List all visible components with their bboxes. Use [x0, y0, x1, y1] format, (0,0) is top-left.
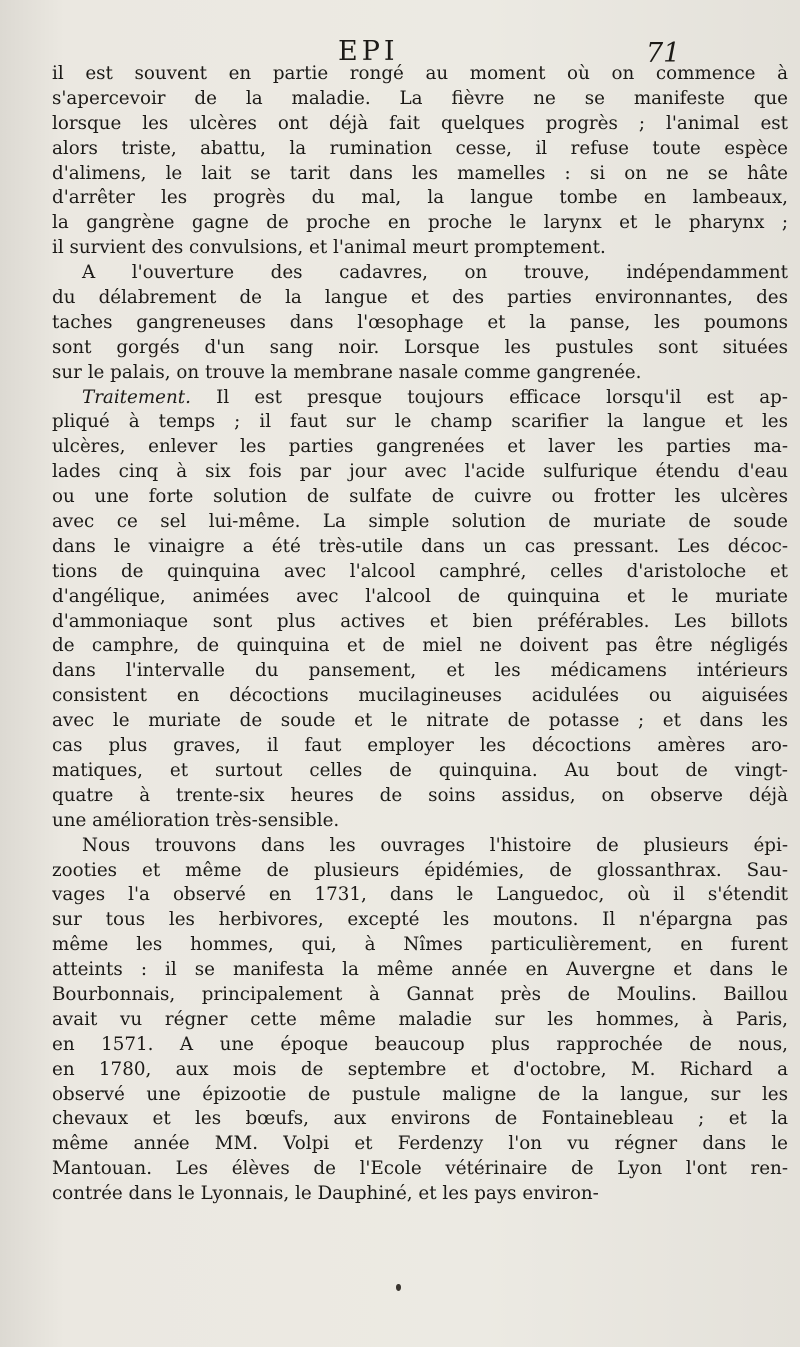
line-text: sur tous les herbivores, excepté les moutons. Il n'épargna pas: [52, 909, 788, 931]
line-text: avec le muriate de soude et le nitrate de potasse ; et dans les: [52, 710, 788, 732]
line-text: il survient des convulsions, et l'animal meurt promptement.: [52, 237, 606, 259]
text-line: [52, 759, 788, 784]
text-line: [52, 1008, 788, 1033]
line-text: zooties et même de plusieurs épidémies, de glossanthrax. Sau-: [52, 859, 788, 881]
text-line: [52, 1132, 788, 1157]
line-text: quatre à trente-six heures de soins assidus, on observe déjà: [52, 784, 788, 806]
text-line: [52, 162, 788, 187]
line-text: consistent en décoctions mucilagineuses acidulées ou aiguisées: [52, 685, 788, 707]
text-line: [52, 336, 788, 361]
line-text: de camphre, de quinquina et de miel ne doivent pas être négligés: [52, 635, 788, 657]
line-text: atteints : il se manifesta la même année en Auvergne et dans le: [52, 959, 788, 981]
text-line: [52, 112, 788, 137]
line-text: matiques, et surtout celles de quinquina. Au bout de vingt-: [52, 759, 788, 781]
text-line: [52, 261, 788, 286]
text-line: [52, 859, 788, 884]
text-line: [52, 1058, 788, 1083]
text-line: [52, 684, 788, 709]
line-text: lades cinq à six fois par jour avec l'acide sulfurique étendu d'eau: [52, 461, 788, 483]
text-line: [52, 211, 788, 236]
text-line: [52, 485, 788, 510]
line-text: sur le palais, on trouve la membrane nasale comme gangrenée.: [52, 361, 642, 383]
text-line: [52, 361, 788, 386]
line-text: pliqué à temps ; il faut sur le champ scarifier la langue et les: [52, 411, 788, 433]
line-text: d'alimens, le lait se tarit dans les mamelles : si on ne se hâte: [52, 162, 788, 184]
line-text: tions de quinquina avec l'alcool camphré, celles d'aristoloche et: [52, 560, 788, 582]
text-line: [52, 1107, 788, 1132]
text-line: [52, 933, 788, 958]
text-line: [52, 1157, 788, 1182]
line-text: dans l'intervalle du pansement, et les médicamens intérieurs: [52, 660, 788, 682]
line-text: ou une forte solution de sulfate de cuivre ou frotter les ulcères: [52, 486, 788, 508]
line-text: il est souvent en partie rongé au moment où on commence à: [52, 63, 788, 84]
line-text: s'apercevoir de la maladie. La fièvre ne se manifeste que: [52, 87, 788, 109]
text-line: [52, 186, 788, 211]
text-line: [52, 734, 788, 759]
line-text: Mantouan. Les élèves de l'Ecole vétérinaire de Lyon l'ont ren-: [52, 1158, 788, 1180]
line-text: cas plus graves, il faut employer les décoctions amères aro-: [52, 735, 788, 757]
body-text: [52, 62, 788, 1207]
text-line: [52, 784, 788, 809]
text-line: [52, 634, 788, 659]
line-text: avec ce sel lui-même. La simple solution de muriate de soude: [52, 511, 788, 533]
text-line: [52, 983, 788, 1008]
text-line: [52, 460, 788, 485]
line-text: dans le vinaigre a été très-utile dans un cas pressant. Les décoc-: [52, 535, 788, 557]
line-text: Nous trouvons dans les ouvrages l'histoire de plusieurs épi-: [82, 834, 788, 856]
section-heading: Traitement.: [82, 386, 191, 408]
line-text: alors triste, abattu, la rumination cesse, il refuse toute espèce: [52, 137, 788, 159]
line-text: une amélioration très-sensible.: [52, 809, 340, 831]
line-text: d'arrêter les progrès du mal, la langue tombe en lambeaux,: [52, 187, 788, 209]
text-line: [52, 311, 788, 336]
line-text: en 1780, aux mois de septembre et d'octobre, M. Richard a: [52, 1058, 788, 1080]
text-line: [52, 709, 788, 734]
text-line: [52, 535, 788, 560]
line-text: taches gangreneuses dans l'œsophage et la panse, les poumons: [52, 311, 788, 333]
page-number: 71: [646, 38, 681, 69]
text-line: [52, 883, 788, 908]
printer-ornament: [396, 1284, 401, 1291]
line-text: Il est presque toujours efficace lorsqu'il est ap-: [190, 386, 788, 408]
text-line: [52, 510, 788, 535]
line-text: Bourbonnais, principalement à Gannat près de Moulins. Baillou: [52, 983, 788, 1005]
line-text: d'angélique, animées avec l'alcool de quinquina et le muriate: [52, 585, 788, 607]
line-text: avait vu régner cette même maladie sur les hommes, à Paris,: [52, 1008, 788, 1030]
line-text: même les hommes, qui, à Nîmes particulièrement, en furent: [52, 934, 788, 956]
text-line: [52, 908, 788, 933]
text-line: [52, 435, 788, 460]
line-text: ulcères, enlever les parties gangrenées et laver les parties ma-: [52, 436, 788, 458]
line-text: en 1571. A une époque beaucoup plus rapprochée de nous,: [52, 1033, 788, 1055]
text-line: [52, 386, 788, 411]
line-text: observé une épizootie de pustule maligne de la langue, sur les: [52, 1083, 788, 1105]
line-text: sont gorgés d'un sang noir. Lorsque les pustules sont situées: [52, 336, 788, 358]
text-line: [52, 610, 788, 635]
text-line: [52, 62, 788, 87]
text-line: [52, 659, 788, 684]
line-text: d'ammoniaque sont plus actives et bien préférables. Les billots: [52, 610, 788, 632]
text-line: [52, 410, 788, 435]
text-line: [52, 1033, 788, 1058]
text-line: [52, 958, 788, 983]
line-text: lorsque les ulcères ont déjà fait quelques progrès ; l'animal est: [52, 112, 788, 134]
text-line: [52, 809, 788, 834]
text-line: [52, 286, 788, 311]
text-line: [52, 87, 788, 112]
text-line: [52, 1083, 788, 1108]
line-text: contrée dans le Lyonnais, le Dauphiné, et les pays environ-: [52, 1183, 599, 1205]
line-text: chevaux et les bœufs, aux environs de Fontainebleau ; et la: [52, 1108, 788, 1130]
line-text: vages l'a observé en 1731, dans le Languedoc, où il s'étendit: [52, 884, 788, 906]
line-text: la gangrène gagne de proche en proche le larynx et le pharynx ;: [52, 212, 788, 234]
text-line: [52, 560, 788, 585]
line-text: A l'ouverture des cadavres, on trouve, indépendamment: [82, 262, 788, 284]
line-text: même année MM. Volpi et Ferdenzy l'on vu régner dans le: [52, 1133, 788, 1155]
line-text: du délabrement de la langue et des parties environnantes, des: [52, 287, 788, 309]
text-line: [52, 137, 788, 162]
text-line: [52, 585, 788, 610]
text-line: [52, 1182, 788, 1207]
text-line: [52, 236, 788, 261]
running-head-title: EPI: [338, 36, 399, 67]
text-line: [52, 834, 788, 859]
